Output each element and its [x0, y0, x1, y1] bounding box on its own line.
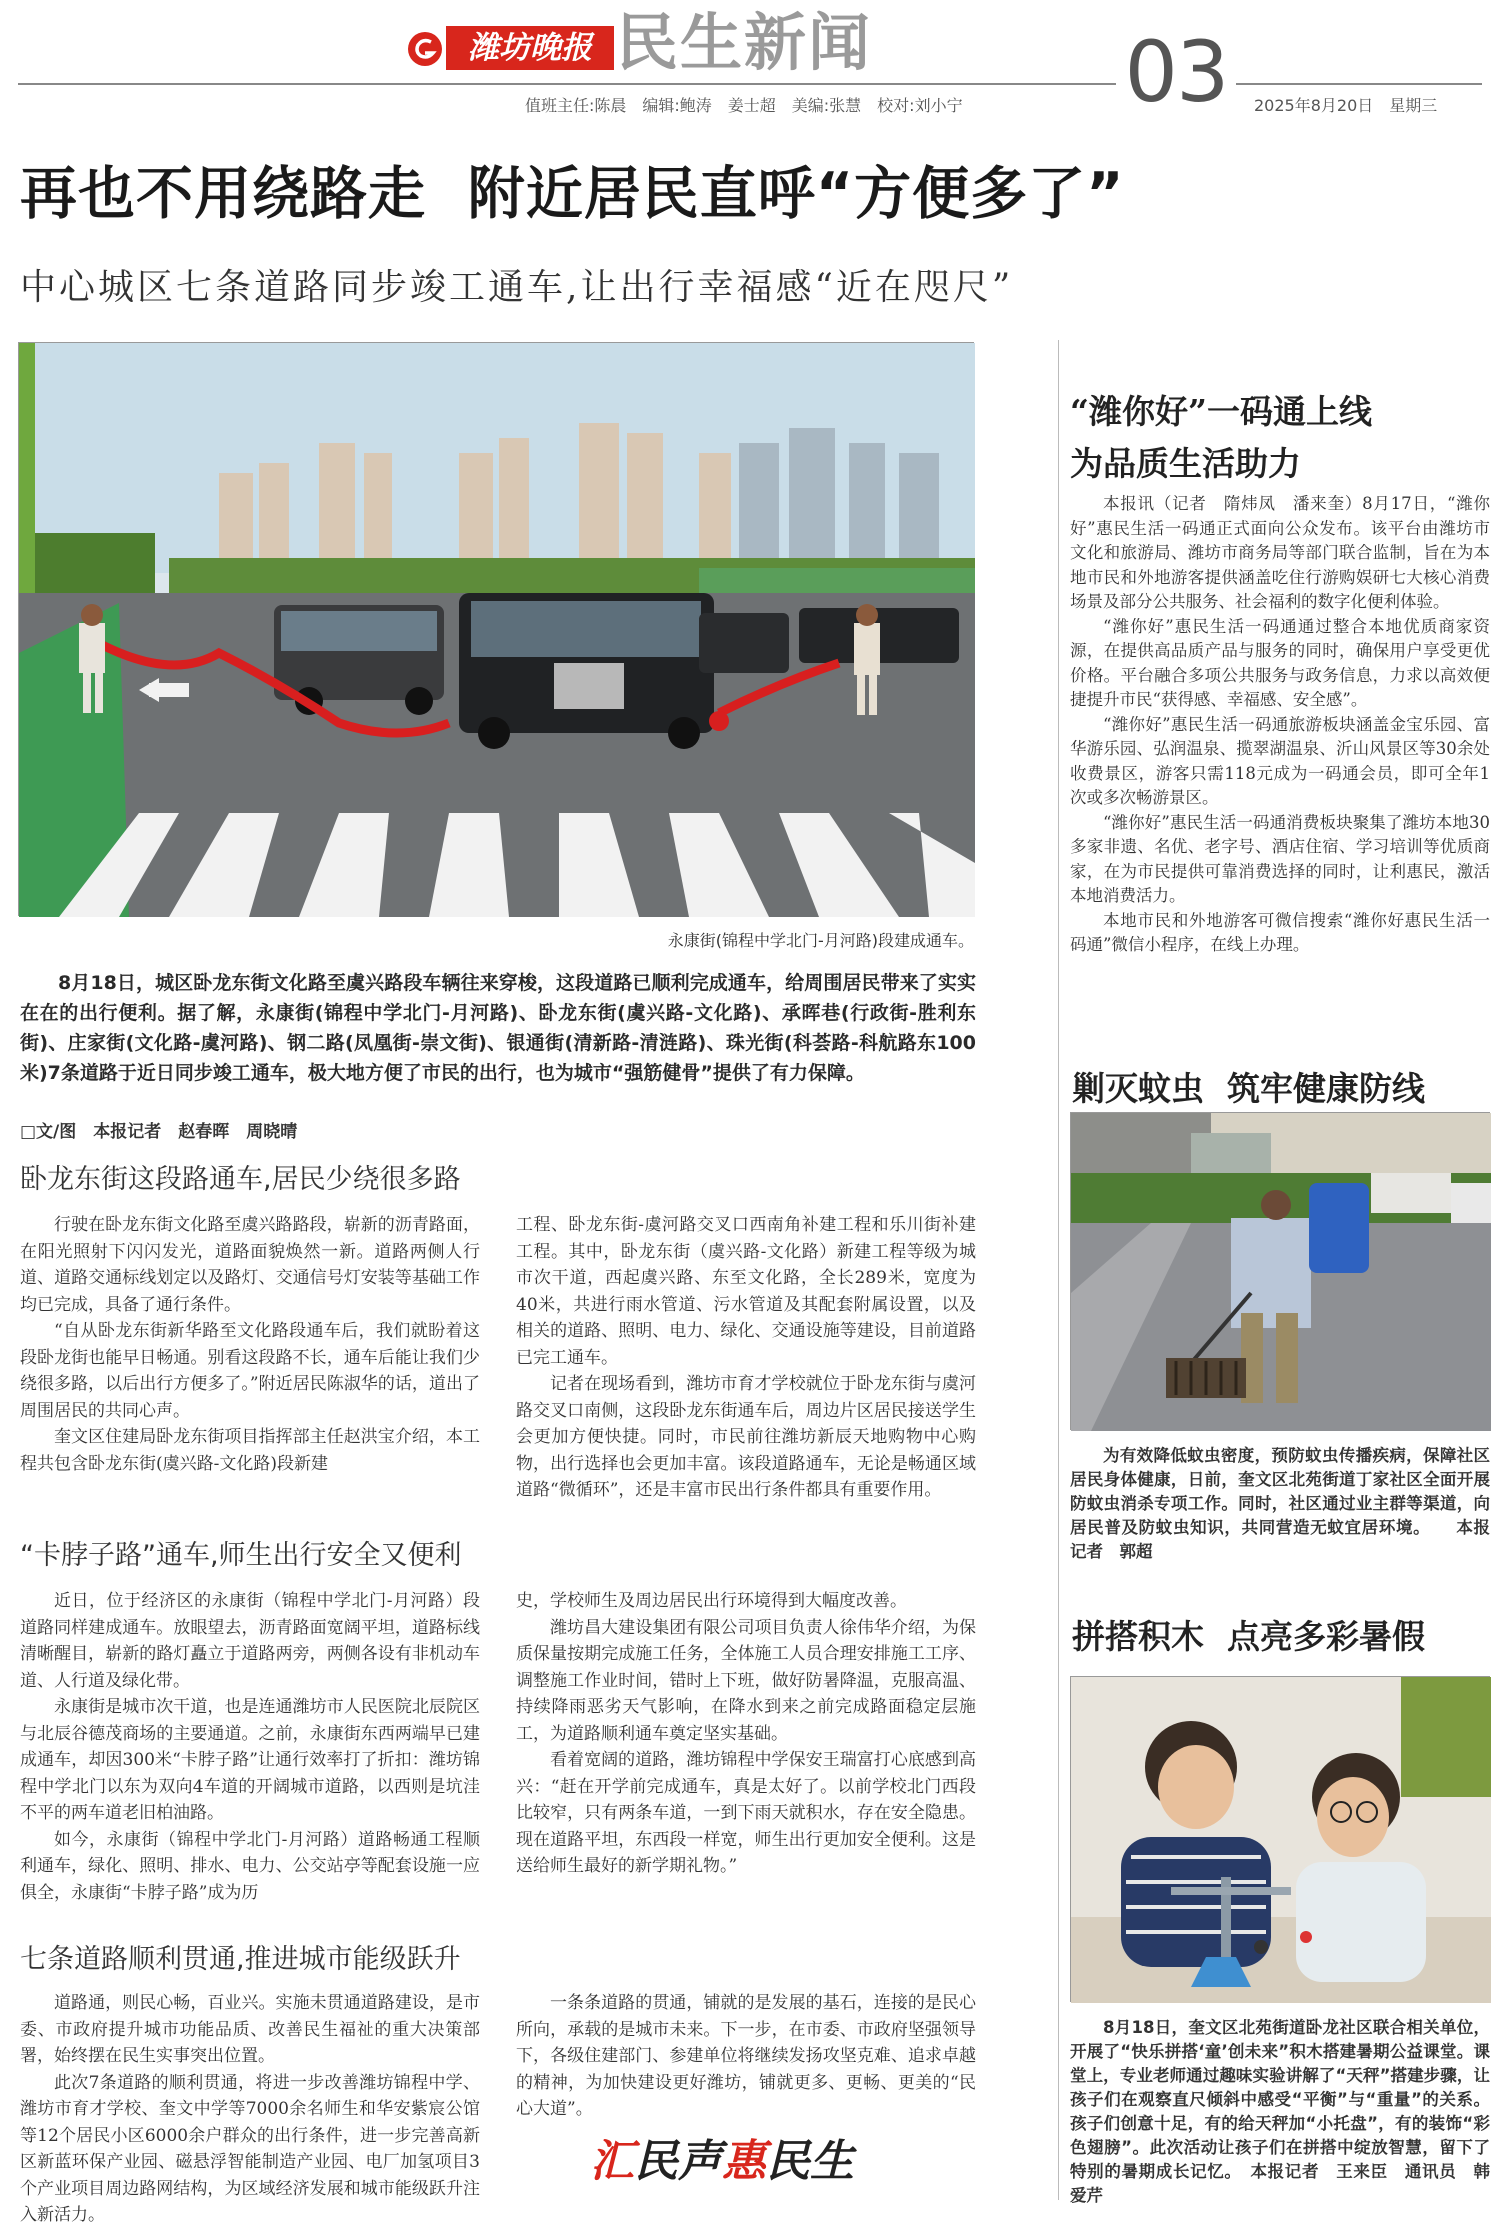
sidebar-story1-paragraph: “潍你好”惠民生活一码通通过整合本地优质商家资源，在提供高品质产品与服务的同时，确保用户享受更优价格。平台融合多项公共服务与政务信息，力求以高效便捷提升市民“获得感、幸福感、安全感”。	[1070, 616, 1490, 709]
section2-paragraph: 近日，位于经济区的永康街（锦程中学北门-月河路）段道路同样建成通车。放眼望去，沥青路面宽阔平坦，道路标线清晰醒目，崭新的路灯矗立于道路两旁，两侧各设有非机动车道、人行道及绿化带。	[20, 1591, 480, 1691]
footer-brand	[590, 2130, 890, 2194]
footer-brand-minsheng1: 民声	[634, 2136, 722, 2187]
lead-subheadline: 中心城区七条道路同步竣工通车,让出行幸福感“近在咫尺”	[20, 267, 1014, 308]
sidebar-story1-paragraph: 本地市民和外地游客可微信搜索“潍你好惠民生活一码通”微信小程序，在线上办理。	[1070, 910, 1490, 954]
lead-intro: 8月18日，城区卧龙东街文化路至虞兴路段车辆往来穿梭，这段道路已顺利完成通车，给周围居民带来了实实在在的出行便利。据了解，永康街(锦程中学北门-月河路)、卧龙东街(虞兴路-文化路)、承晖巷(行政街-胜利东街)、庄家街(文化路-虞河路)、钢二路(凤凰街-崇文街)、银通街(清新路-清涟路)、珠光街(科荟路-科航路东100米)7条道路于近日同步竣工通车，极大地方便了市民的出行，也为城市“强筋健骨”提供了有力保障。	[20, 972, 976, 1084]
sidebar-story1-paragraph: 本报讯（记者 隋炜凤 潘来奎）8月17日，“潍你好”惠民生活一码通正式面向公众发布。该平台由潍坊市文化和旅游局、潍坊市商务局等部门联合监制，旨在为本地市民和外地游客提供涵盖吃住行游购娱研七大核心消费场景及部分公共服务、社会福利的数字化便利体验。	[1070, 494, 1490, 611]
sidebar-story1-headline-line1: “潍你好”一码通上线	[1070, 392, 1372, 431]
section1-paragraph: 行驶在卧龙东街文化路至虞兴路路段，崭新的沥青路面，在阳光照射下闪闪发光，道路面貌焕然一新。道路两侧人行道、道路交通标线划定以及路灯、交通信号灯安装等基础工作均已完成，具备了通行条件。	[20, 1215, 480, 1315]
sidebar-story1-paragraph: “潍你好”惠民生活一码通旅游板块涵盖金宝乐园、富华游乐园、弘润温泉、揽翠湖温泉、沂山风景区等30余处收费景区，游客只需118元成为一码通会员，即可全年1次或多次畅游景区。	[1070, 714, 1490, 807]
section2-subhead: “卡脖子路”通车,师生出行安全又便利	[20, 1540, 462, 1571]
section2-right-column	[516, 1588, 976, 1918]
page-number: 03	[1124, 23, 1228, 121]
section2-paragraph: 潍坊昌大建设集团有限公司项目负责人徐伟华介绍，为保质保量按期完成施工任务，全体施工人员合理安排施工工序、调整施工作业时间，错时上下班，做好防暑降温，克服高温、持续降雨恶劣天气影响，在降水到来之前完成路面稳定层施工，为道路顺利通车奠定坚实基础。	[516, 1617, 976, 1744]
issue-date: 2025年8月20日 星期三	[1254, 96, 1438, 115]
footer-brand-minsheng2: 民生	[766, 2136, 854, 2187]
section2-left-column	[20, 1588, 480, 1918]
section3-subhead: 七条道路顺利贯通,推进城市能级跃升	[20, 1944, 461, 1975]
sidebar-story1-body	[1070, 492, 1490, 1047]
sidebar-story3-headline: 拼搭积木 点亮多彩暑假	[1072, 1617, 1425, 1656]
sidebar-story1-paragraph: “潍你好”惠民生活一码通消费板块聚集了潍坊本地30多家非遗、名优、老字号、酒店住宿、学习培训等优质商家，在为市民提供可靠消费选择的同时，让利惠民，激活本地消费活力。	[1070, 812, 1490, 905]
lead-photo	[18, 342, 974, 916]
sidebar-story1-headline-line2: 为品质生活助力	[1070, 444, 1301, 483]
lead-headline: 再也不用绕路走 附近居民直呼“方便多了”	[20, 161, 1125, 227]
paper-logo-icon	[408, 32, 442, 66]
section1-right-column	[516, 1212, 976, 1512]
masthead	[0, 0, 1500, 122]
section2-paragraph: 永康街是城市次干道，也是连通潍坊市人民医院北辰院区与北辰谷德茂商场的主要通道。之前，永康街东西两端早已建成通车，却因300米“卡脖子路”让通行效率打了折扣：潍坊锦程中学北门以东为双向4车道的开阔城市道路，以西则是坑洼不平的两车道老旧柏油路。	[20, 1697, 480, 1823]
section3-paragraph: 一条条道路的贯通，铺就的是发展的基石，连接的是民心所向，承载的是城市未来。下一步，在市委、市政府坚强领导下，各级住建部门、参建单位将继续发扬攻坚克难、追求卓越的精神，为加快建设更好潍坊，铺就更多、更畅、更美的“民心大道”。	[516, 1993, 976, 2119]
paper-name: 潍坊晚报	[446, 26, 614, 70]
sidebar-divider	[1058, 340, 1059, 2200]
section1-paragraph: 工程、卧龙东街-虞河路交叉口西南角补建工程和乐川街补建工程。其中，卧龙东街（虞兴路-文化路）新建工程等级为城市次干道，西起虞兴路、东至文化路，全长289米，宽度为40米，共进行雨水管道、污水管道及其配套附属设置，以及相关的道路、照明、电力、绿化、交通设施等建设，目前道路已完工通车。	[516, 1215, 976, 1368]
masthead-rule-right	[1236, 83, 1482, 85]
lead-photo-caption: 永康街(锦程中学北门-月河路)段建成通车。	[667, 931, 974, 950]
section2-paragraph: 看着宽阔的道路，潍坊锦程中学保安王瑞富打心底感到高兴：“赶在开学前完成通车，真是太好了。以前学校北门西段比较窄，只有两条车道，一到下雨天就积水，存在安全隐患。现在道路平坦，东西段一样宽，师生出行更加安全便利。这是送给师生最好的新学期礼物。”	[516, 1750, 976, 1876]
lego-photo	[1070, 1676, 1490, 2002]
sidebar-story2-headline: 剿灭蚊虫 筑牢健康防线	[1072, 1069, 1425, 1108]
sidebar-story2-text: 为有效降低蚊虫密度，预防蚊虫传播疾病，保障社区居民身体健康，日前，奎文区北苑街道丁家社区全面开展防蚊虫消杀专项工作。同时，社区通过业主群等渠道，向居民普及防蚊虫知识，共同营造无蚊宜居环境。	[1070, 1446, 1490, 1537]
section-name: 民生新闻	[616, 6, 873, 79]
section2-paragraph: 史，学校师生及周边居民出行环境得到大幅度改善。	[516, 1591, 907, 1611]
section1-paragraph: 记者在现场看到，潍坊市育才学校就位于卧龙东街与虞河路交叉口南侧，这段卧龙东街通车后，周边片区居民接送学生会更加方便快捷。同时，市民前往潍坊新辰天地购物中心购物，出行选择也会更加丰富。该段道路通车，无论是畅通区域道路“微循环”，还是丰富市民出行条件都具有重要作用。	[516, 1374, 976, 1500]
sidebar-story3-text: 8月18日，奎文区北苑街道卧龙社区联合相关单位，开展了“快乐拼搭‘童’创未来”积木搭建暑期公益课堂。课堂上，专业老师通过趣味实验讲解了“天秤”搭建步骤，让孩子们在观察直尺倾斜中感受“平衡”与“重量”的关系。孩子们创意十足，有的给天秤加“小托盘”，有的装饰“彩色翅膀”。此次活动让孩子们在拼搭中绽放智慧，留下了特别的暑期成长记忆。	[1070, 2018, 1490, 2181]
sidebar-story3-body	[1070, 2016, 1490, 2208]
sidebar-story1-headline	[1070, 386, 1490, 490]
lead-byline: □文/图 本报记者 赵春晖 周晓晴	[20, 1122, 298, 1142]
section1-paragraph: “自从卧龙东街新华路至文化路段通车后，我们就盼着这段卧龙街也能早日畅通。别看这段路不长，通车后能让我们少绕很多路，以后出行方便多了。”附近居民陈淑华的话，道出了周围居民的共同心声。	[20, 1321, 480, 1421]
section1-subhead: 卧龙东街这段路通车,居民少绕很多路	[20, 1164, 461, 1195]
sidebar-story2-byline: 本报记者 郭超	[1070, 1518, 1490, 1561]
sidebar-story2-body	[1070, 1444, 1490, 1564]
masthead-rule-left	[18, 83, 1116, 85]
section1-left-column	[20, 1212, 480, 1512]
section3-paragraph: 道路通，则民心畅，百业兴。实施未贯通道路建设，是市委、市政府提升城市功能品质、改善民生福祉的重大决策部署，始终摆在民生实事突出位置。	[20, 1993, 480, 2066]
credits: 值班主任:陈晨 编辑:鲍涛 姜士超 美编:张慧 校对:刘小宁	[525, 96, 963, 115]
footer-brand-hui2: 惠	[722, 2136, 766, 2187]
footer-brand-hui: 汇	[590, 2136, 634, 2187]
sidebar-story3-byline: 本报记者 王来臣 通讯员 韩爱芹	[1070, 2162, 1490, 2205]
mosquito-photo	[1070, 1112, 1490, 1430]
section3-paragraph: 此次7条道路的顺利贯通，将进一步改善潍坊锦程中学、潍坊市育才学校、奎文中学等7000余名师生和华安紫宸公馆等12个居民小区6000余户群众的出行条件，进一步完善高新区新蓝环保产业园、磁悬浮智能制造产业园、电厂加氢项目3个产业项目周边路网结构，为区域经济发展和城市能级跃升注入新活力。	[20, 2072, 480, 2225]
section3-right-column	[516, 1990, 976, 2119]
section1-paragraph: 奎文区住建局卧龙东街项目指挥部主任赵洪宝介绍，本工程共包含卧龙东街(虞兴路-文化路)段新建	[20, 1427, 480, 1474]
section2-paragraph: 如今，永康街（锦程中学北门-月河路）道路畅通工程顺利通车，绿化、照明、排水、电力、公交站亭等配套设施一应俱全，永康街“卡脖子路”成为历	[20, 1829, 480, 1903]
section3-left-column	[20, 1990, 480, 2225]
